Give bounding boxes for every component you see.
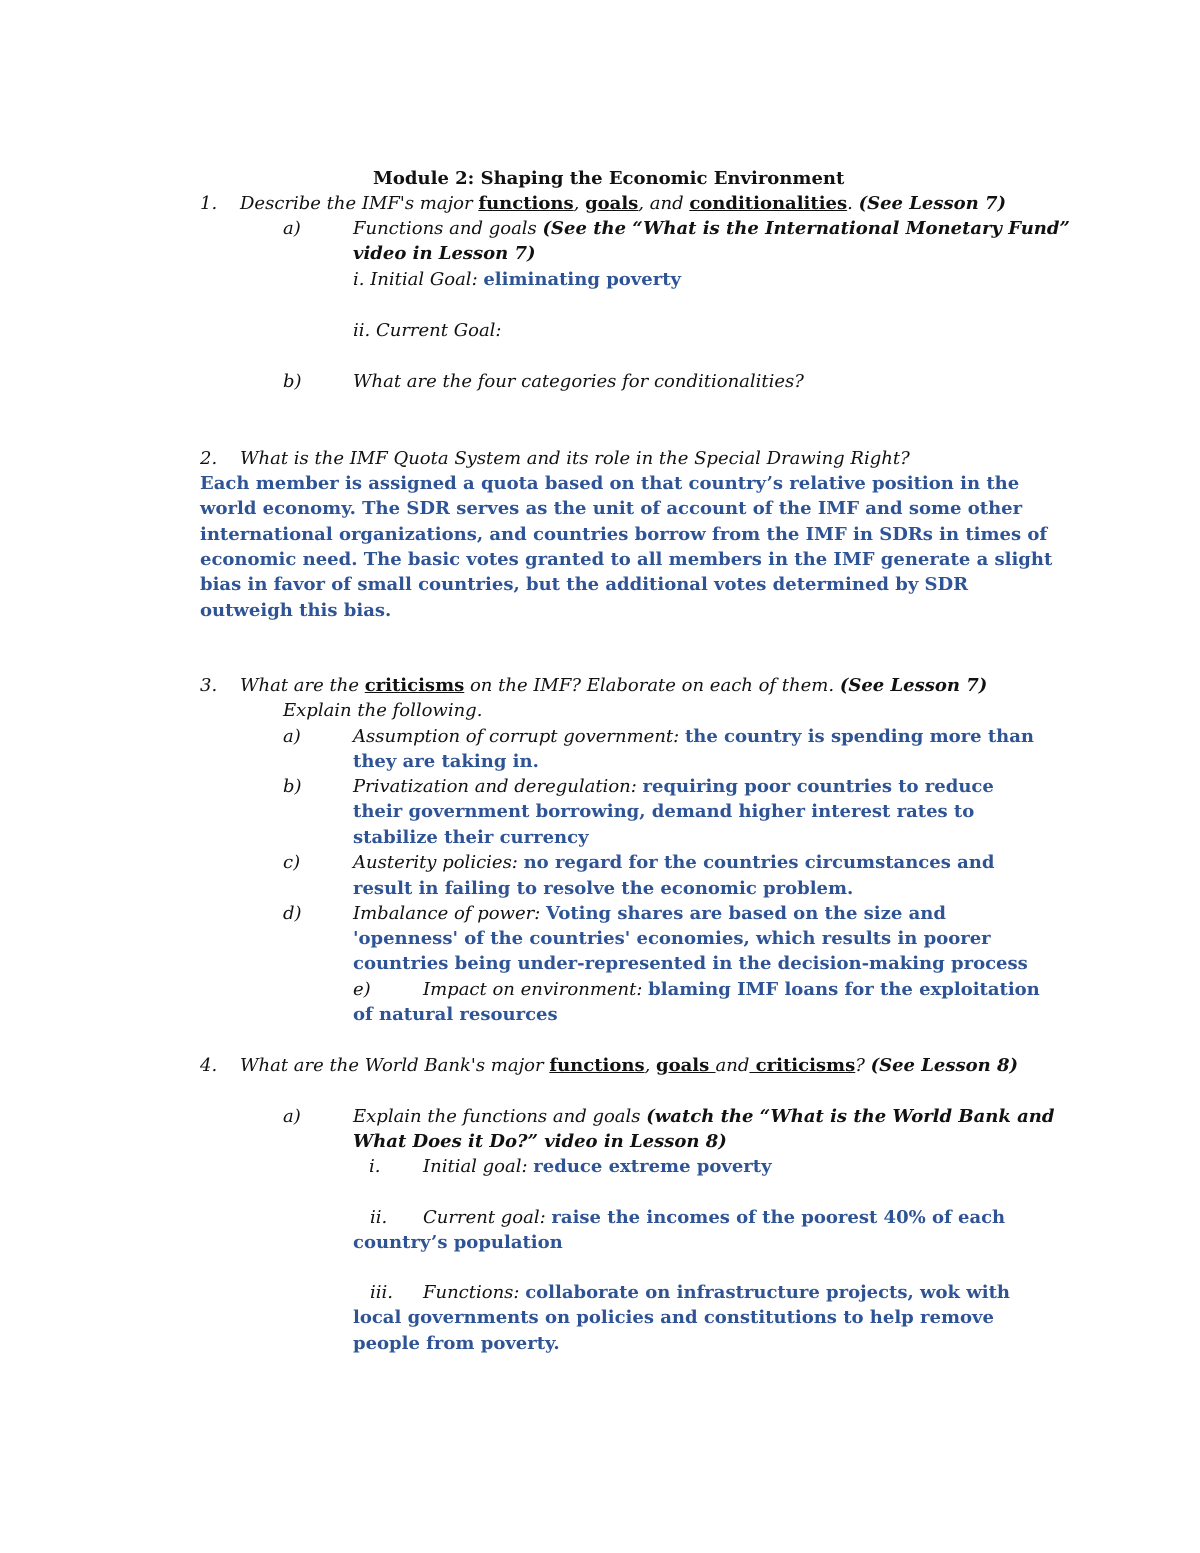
q1-number: 1. bbox=[200, 193, 218, 214]
q3-item-d-cont: 'openness' of the countries' economies, which results in poorer bbox=[353, 928, 991, 949]
q4-text: What are the World Bank's major functions, goals and criticisms? (See Lesson 8) bbox=[240, 1055, 1019, 1076]
q2-answer-line: Each member is assigned a quota based on that country’s relative position in the bbox=[200, 473, 1020, 494]
q1-ref: (See Lesson 7) bbox=[858, 193, 1007, 214]
q4-kw-functions: functions bbox=[549, 1055, 645, 1076]
q3-number: 3. bbox=[200, 675, 218, 696]
q3-text: What are the criticisms on the IMF? Elaborate on each of them. (See Lesson 7) bbox=[240, 675, 988, 696]
q1a-current-goal: ii. Current Goal: bbox=[353, 320, 502, 341]
q3-item-b: Privatization and deregulation: requiring poor countries to reduce bbox=[353, 776, 994, 797]
q2-answer-line: outweigh this bias. bbox=[200, 600, 392, 621]
q2-answer-line: international organizations, and countries borrow from the IMF in SDRs in times of bbox=[200, 524, 1048, 545]
q1-kw-goals: goals bbox=[585, 193, 639, 214]
q4-kw-criticisms: criticisms bbox=[749, 1055, 856, 1076]
q3-item-a: Assumption of corrupt government: the country is spending more than bbox=[353, 726, 1034, 747]
q4a-iii-cont: people from poverty. bbox=[353, 1333, 560, 1354]
q4-ref: (See Lesson 8) bbox=[870, 1055, 1019, 1076]
q3-explain: Explain the following. bbox=[283, 700, 483, 721]
q3-item-b-cont: stabilize their currency bbox=[353, 827, 589, 848]
q1b-marker: b) bbox=[283, 371, 302, 392]
q4a-iii-marker: iii. bbox=[370, 1282, 393, 1303]
q3-ref: (See Lesson 7) bbox=[839, 675, 988, 696]
q4a-iii: Functions: collaborate on infrastructure projects, wok with bbox=[423, 1282, 1010, 1303]
q3-item-marker: e) bbox=[353, 979, 371, 1000]
q3-item-a-cont: they are taking in. bbox=[353, 751, 539, 772]
q1a-ref: (See the “What is the International Monetary Fund” bbox=[542, 218, 1070, 239]
q3-item-d-cont: countries being under-represented in the decision-making process bbox=[353, 953, 1028, 974]
q3-item-c: Austerity policies: no regard for the countries circumstances and bbox=[353, 852, 995, 873]
q3-kw-criticisms: criticisms bbox=[364, 675, 465, 696]
q1a-ref-line2: video in Lesson 7) bbox=[353, 243, 536, 264]
q2-text: What is the IMF Quota System and its role in the Special Drawing Right? bbox=[240, 448, 910, 469]
q3-item-d: Imbalance of power: Voting shares are based on the size and bbox=[353, 903, 946, 924]
q3-item-b-cont: their government borrowing, demand higher interest rates to bbox=[353, 801, 975, 822]
q3-item-marker: d) bbox=[283, 903, 302, 924]
q2-number: 2. bbox=[200, 448, 218, 469]
q4a-i: Initial goal: reduce extreme poverty bbox=[423, 1156, 772, 1177]
q1-text: Describe the IMF's major functions, goals, and conditionalities. (See Lesson 7) bbox=[240, 193, 1007, 214]
q4a-ref: (watch the “What is the World Bank and bbox=[646, 1106, 1055, 1127]
q1-kw-functions: functions bbox=[478, 193, 574, 214]
q4a-ref-line2: What Does it Do?” video in Lesson 8) bbox=[353, 1131, 727, 1152]
q3-item-marker: c) bbox=[283, 852, 301, 873]
q3-item-marker: a) bbox=[283, 726, 301, 747]
q3-item-e-cont: of natural resources bbox=[353, 1004, 558, 1025]
q4a-iii-cont: local governments on policies and constitutions to help remove bbox=[353, 1307, 994, 1328]
q4a-ii-marker: ii. bbox=[370, 1207, 388, 1228]
q4a-ii-cont: country’s population bbox=[353, 1232, 563, 1253]
q3-item-marker: b) bbox=[283, 776, 302, 797]
q4a-ii: Current goal: raise the incomes of the poorest 40% of each bbox=[423, 1207, 1006, 1228]
page-title: Module 2: Shaping the Economic Environment bbox=[373, 168, 845, 189]
q1a-initial-answer: eliminating poverty bbox=[483, 269, 681, 290]
q1a-text: Functions and goals (See the “What is the International Monetary Fund” bbox=[353, 218, 1070, 239]
q1b-text: What are the four categories for conditionalities? bbox=[353, 371, 804, 392]
q3-item-e: Impact on environment: blaming IMF loans for the exploitation bbox=[423, 979, 1040, 1000]
q4a-text: Explain the functions and goals (watch the “What is the World Bank and bbox=[353, 1106, 1055, 1127]
q4-kw-goals: goals bbox=[656, 1055, 716, 1076]
q3-item-c-cont: result in failing to resolve the economic problem. bbox=[353, 878, 854, 899]
q4-number: 4. bbox=[200, 1055, 218, 1076]
q4a-marker: a) bbox=[283, 1106, 301, 1127]
q4a-i-marker: i. bbox=[369, 1156, 381, 1177]
q2-answer-line: world economy. The SDR serves as the unit of account of the IMF and some other bbox=[200, 498, 1023, 519]
q2-answer-line: bias in favor of small countries, but the additional votes determined by SDR bbox=[200, 574, 969, 595]
q1a-initial-goal: i. Initial Goal: eliminating poverty bbox=[353, 269, 681, 290]
q1-kw-conditionalities: conditionalities bbox=[689, 193, 848, 214]
q1a-marker: a) bbox=[283, 218, 301, 239]
q2-answer-line: economic need. The basic votes granted to all members in the IMF generate a slight bbox=[200, 549, 1053, 570]
